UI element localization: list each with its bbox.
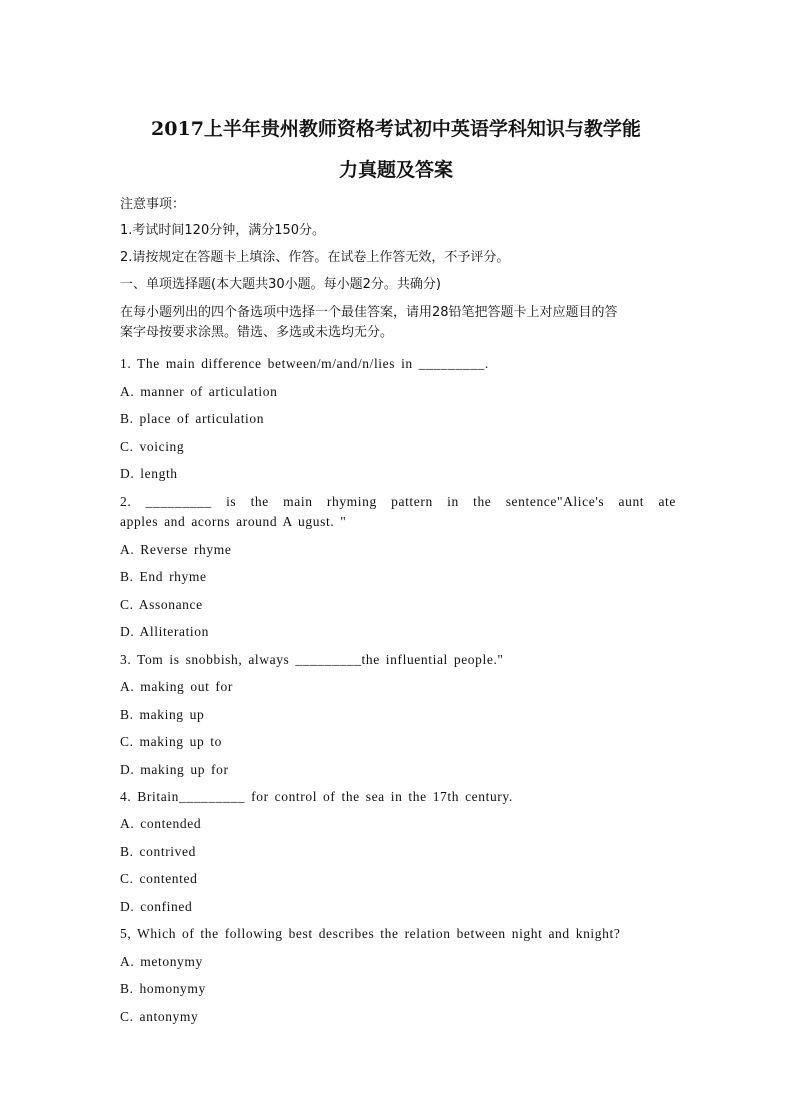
- question-1-option-d: D. length: [120, 466, 178, 481]
- question-2-option-b: B. End rhyme: [120, 569, 207, 584]
- question-3-option-d: D. making up for: [120, 762, 229, 777]
- question-2-option-c: C. Assonance: [120, 597, 203, 612]
- question-1-option-b: B. place of articulation: [120, 411, 265, 426]
- notes-heading: 注意事项：: [120, 197, 186, 212]
- document-title-line-2: 力真题及答案: [338, 159, 453, 181]
- question-4-option-c: C. contented: [120, 871, 198, 886]
- question-5-option-a: A. metonymy: [120, 954, 203, 969]
- question-1-option-a: A. manner of articulation: [120, 384, 278, 399]
- question-4-option-a: A. contended: [120, 816, 202, 831]
- question-5-option-b: B. homonymy: [120, 981, 206, 996]
- question-3-stem: 3. Tom is snobbish, always _________the influential people.": [120, 652, 504, 667]
- question-3-option-b: B. making up: [120, 707, 205, 722]
- question-4-option-b: B. contrived: [120, 844, 196, 859]
- question-5-stem: 5, Which of the following best describes the relation between night and knight?: [120, 926, 621, 941]
- question-2-stem-line-2: apples and acorns around A ugust. ": [120, 514, 347, 529]
- section-heading: 一、单项选择题(本大题共30小题。每小题2分。共确分): [120, 277, 441, 292]
- question-2-stem-line-1: 2. _________ is the main rhyming pattern in the sentence"Alice's aunt ate: [120, 494, 676, 509]
- question-5-option-c: C. antonymy: [120, 1009, 199, 1024]
- section-instruction-line-1: 在每小题列出的四个备选项中选择一个最佳答案，请用28铅笔把答题卡上对应题目的答: [120, 305, 618, 320]
- document-title-line-1: 2017上半年贵州教师资格考试初中英语学科知识与教学能: [151, 118, 641, 140]
- notes-item-2: 2.请按规定在答题卡上填涂、作答。在试卷上作答无效，不予评分。: [120, 250, 510, 265]
- question-3-option-c: C. making up to: [120, 734, 222, 749]
- question-3-option-a: A. making out for: [120, 679, 233, 694]
- question-2-option-d: D. Alliteration: [120, 624, 209, 639]
- question-2-option-a: A. Reverse rhyme: [120, 542, 232, 557]
- notes-item-1: 1.考试时间120分钟，满分150分。: [120, 223, 326, 238]
- question-1-option-c: C. voicing: [120, 439, 185, 454]
- question-4-option-d: D. confined: [120, 899, 193, 914]
- section-instruction-line-2: 案字母按要求涂黑。错选、多选或未选均无分。: [120, 325, 394, 340]
- question-1-stem: 1. The main difference between/m/and/n/lies in _________.: [120, 356, 489, 371]
- question-4-stem: 4. Britain_________ for control of the sea in the 17th century.: [120, 789, 513, 804]
